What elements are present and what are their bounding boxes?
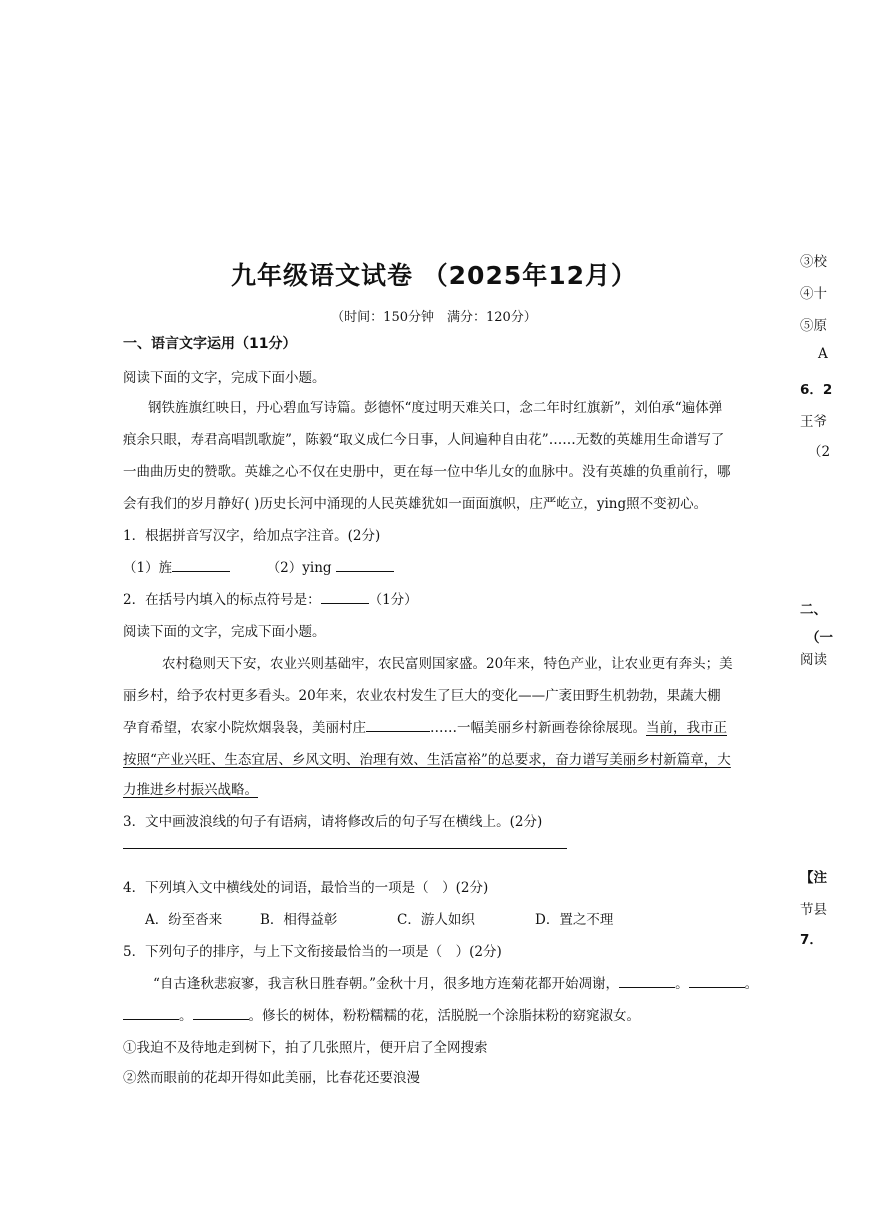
question-1a-label: （1）旌: [123, 560, 173, 576]
order-blank-4[interactable]: [193, 1007, 249, 1020]
order-blank-1[interactable]: [619, 975, 675, 988]
passage-1-line-4: 会有我们的岁月静好( )历史长河中涌现的人民英雄犹如一面面旗帜，庄严屹立，ying照不变初心。: [123, 496, 708, 512]
reading-instruction-1: 阅读下面的文字，完成下面小题。: [123, 370, 326, 386]
passage-3-line-2-text: 修长的树体，粉粉糯糯的花，活脱脱一个涂脂抹粉的窈窕淑女。: [262, 1008, 640, 1024]
order-blank-3[interactable]: [123, 1007, 179, 1020]
answer-blank-2[interactable]: [321, 591, 369, 604]
edge-text-12: 节县: [800, 902, 827, 918]
edge-text-1: ③校: [800, 254, 827, 270]
sentence-option-1: ①我迫不及待地走到树下，拍了几张照片，便开启了全网搜索: [123, 1040, 488, 1056]
edge-text-6: 王爷: [800, 414, 827, 430]
passage-3-line-1-text: “自古逢秋悲寂寥，我言秋日胜春朝。”金秋十月，很多地方连菊花都开始凋谢，: [153, 976, 620, 992]
question-1-answers: [123, 556, 394, 576]
q4-option-c[interactable]: C．游人如织: [397, 912, 475, 928]
edge-text-11: 【注: [800, 870, 827, 886]
edge-text-13: 7．: [800, 932, 823, 948]
edge-text-5: 6．2: [800, 382, 833, 398]
sentence-option-2: ②然而眼前的花却开得如此美丽，比春花还要浪漫: [123, 1070, 420, 1086]
wavy-sentence-start: 当前，我市正: [646, 720, 727, 736]
question-3: 3．文中画波浪线的句子有语病，请将修改后的句子写在横线上。(2分): [123, 814, 543, 830]
answer-blank-1b[interactable]: [336, 559, 394, 572]
edge-text-8: 二、: [800, 602, 827, 618]
passage-2-line-3-mid: ……一幅美丽乡村新画卷徐徐展现。: [430, 720, 646, 736]
edge-text-4: A: [818, 346, 828, 362]
q4-option-a[interactable]: A．纷至沓来: [145, 912, 223, 928]
question-2-text: 2．在括号内填入的标点符号是：: [123, 592, 321, 608]
question-1: 1．根据拼音写汉字，给加点字注音。(2分): [123, 528, 381, 544]
section-heading-1: 一、语言文字运用（11分）: [123, 336, 297, 352]
answer-line-3[interactable]: [123, 848, 567, 849]
reading-instruction-2: 阅读下面的文字，完成下面小题。: [123, 624, 326, 640]
passage-2-line-5: 力推进乡村振兴战略。: [123, 782, 258, 798]
passage-1-line-2: 痕余只眼，寿君高唱凯歌旋”，陈毅“取义成仁今日事，人间遍种自由花”……无数的英雄用生命谱写了: [123, 432, 725, 448]
passage-3-line-2: 。 。修长的树体，粉粉糯糯的花，活脱脱一个涂脂抹粉的窈窕淑女。: [123, 1004, 741, 1024]
edge-text-3: ⑤原: [800, 318, 827, 334]
question-4: 4．下列填入文中横线处的词语，最恰当的一项是（ ）(2分): [123, 880, 489, 896]
question-5: 5．下列句子的排序，与上下文衔接最恰当的一项是（ ）(2分): [123, 944, 502, 960]
edge-text-2: ④十: [800, 286, 827, 302]
passage-2-line-3: [123, 716, 741, 736]
passage-1-line-3: 一曲曲历史的赞歌。英雄之心不仅在史册中，更在每一位中华儿女的血脉中。没有英雄的负重前行，哪: [123, 464, 731, 480]
question-1b-label: （2）ying: [266, 560, 332, 576]
q4-option-b[interactable]: B．相得益彰: [260, 912, 338, 928]
order-blank-2[interactable]: [689, 975, 745, 988]
q4-option-d[interactable]: D．置之不理: [535, 912, 614, 928]
passage-2-line-3-start: 孕育希望，农家小院炊烟袅袅，美丽村庄: [123, 720, 366, 736]
edge-text-7: （2: [808, 444, 831, 460]
passage-1-line-1: 钢铁旌旗红映日，丹心碧血写诗篇。彭德怀“度过明天难关口，念二年时红旗新”，刘伯承“遍体弹: [148, 400, 723, 416]
passage-2-line-1: 农村稳则天下安，农业兴则基础牢，农民富则国家盛。20年来，特色产业，让农业更有奔头；美: [162, 656, 733, 672]
answer-blank-4[interactable]: [366, 719, 430, 732]
edge-text-9: （一: [806, 630, 833, 646]
question-2: [123, 588, 418, 608]
question-2-score: （1分）: [368, 592, 418, 608]
answer-blank-1a[interactable]: [172, 559, 230, 572]
passage-2-line-2: 丽乡村，给予农村更多看头。20年来，农业农村发生了巨大的变化——广袤田野生机勃勃，果蔬大棚: [123, 688, 721, 704]
passage-3-line-1: “自古逢秋悲寂寥，我言秋日胜春朝。”金秋十月，很多地方连菊花都开始凋谢， 。 。: [153, 976, 759, 992]
edge-text-10: 阅读: [800, 652, 827, 668]
page-title: 九年级语文试卷 （2025年12月）: [230, 261, 638, 290]
exam-time-score: （时间：150分钟 满分：120分）: [331, 310, 537, 325]
passage-2-line-4: 按照“产业兴旺、生态宜居、乡风文明、治理有效、生活富裕”的总要求，奋力谱写美丽乡村新篇章，大: [123, 752, 731, 768]
